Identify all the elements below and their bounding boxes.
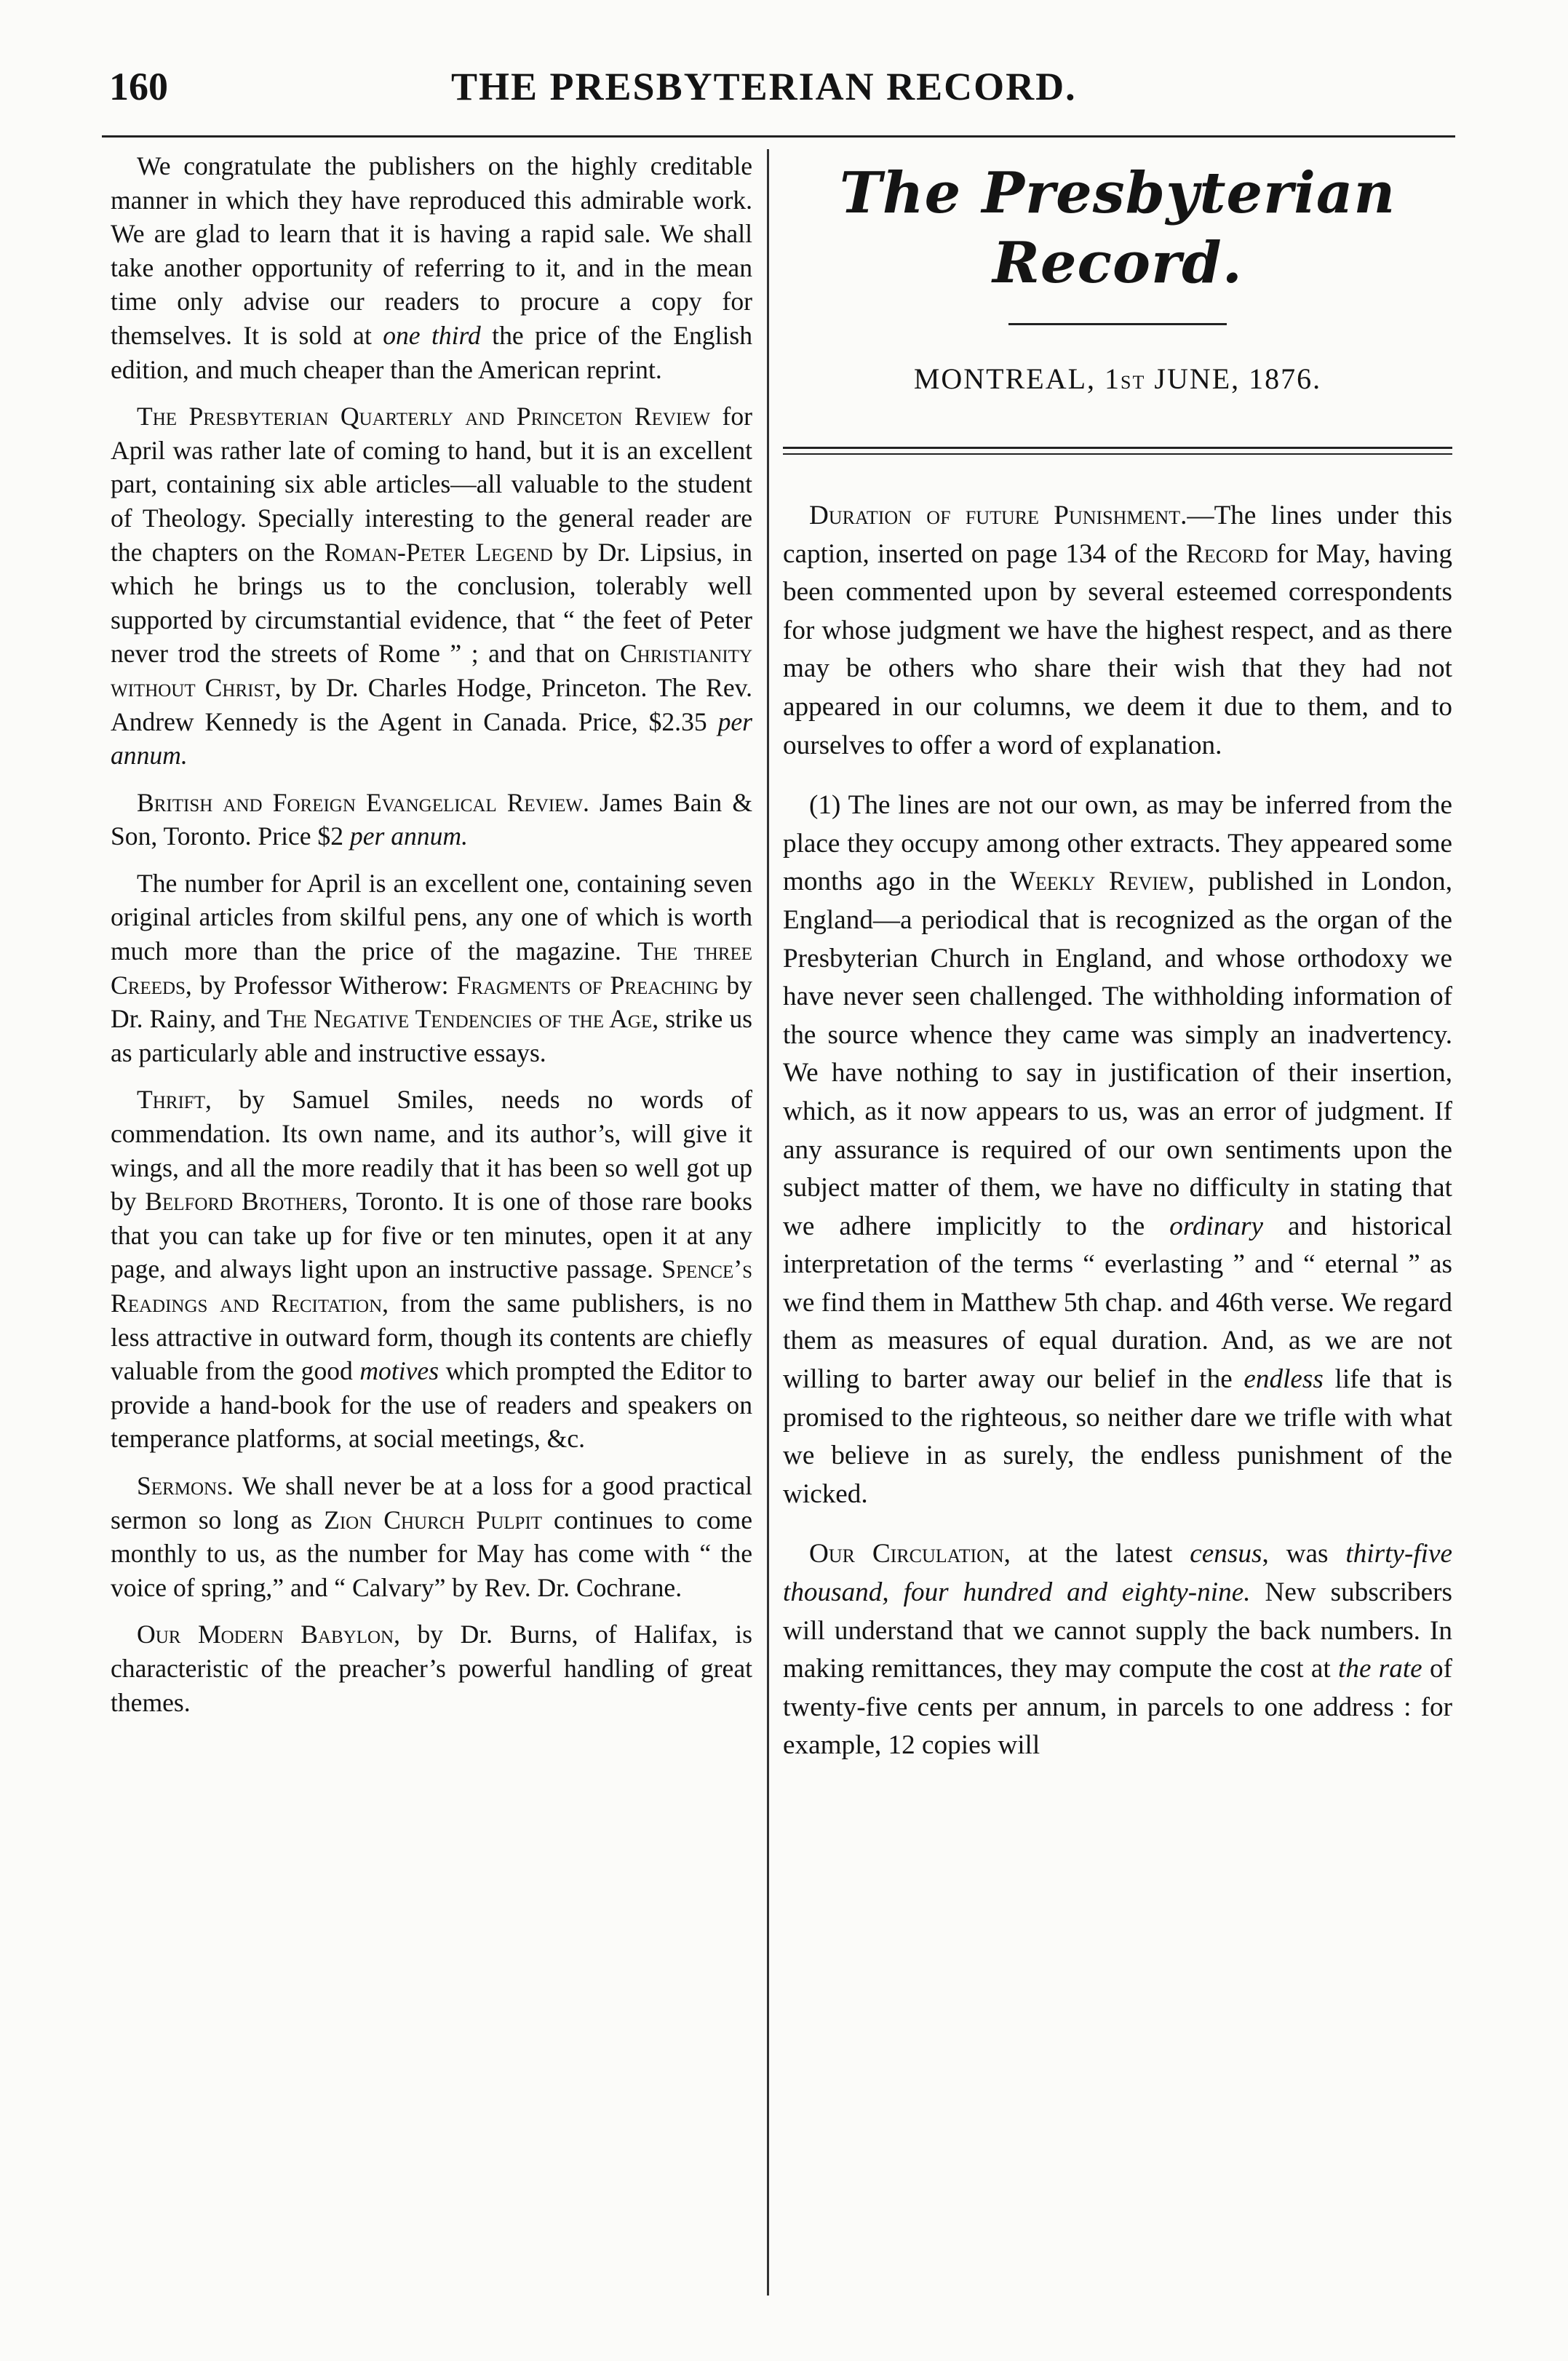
paragraph-thrift: Thrift, by Samuel Smiles, needs no words of commendation. Its own name, and its author’s, will give it wings, and all the more readily that it has been so well got up by Belford Brothers, Toronto. It is one of those rare books that you can take up for five or ten minutes, open it at any page, and always light upon an instructive passage. Spence’s Readings and Recitation, from the same publishers, is no less attractive in outward form, though its contents are chiefly valuable from the good motives which prompted the Editor to provide a hand-book for the use of readers and speakers on temperance platforms, at social meetings, &c.: [111, 1085, 752, 1454]
paragraph-circulation: Our Circulation, at the latest census, was thirty-five thousand, four hundred and eighty-nine. New subscribers will understand that we cannot supply the back numbers. In making remittances, they may compute the cost at the rate of twenty-five cents per annum, in parcels to one address : for example, 12 copies will: [783, 1539, 1453, 1761]
paragraph-explanation-1: (1) The lines are not our own, as may be inferred from the place they occupy among other extracts. They appeared some months ago in the Weekly Review, published in London, England—a periodical that is recognized as the organ of the Presbyterian Church in England, and whose orthodoxy we have never seen challenged. The withholding information of the source whence they came was simply an inadvertency. We have nothing to say in justification of their insertion, which, as it now appears to us, was an error of judgment. If any assurance is required of our own sentiments upon the subject matter of them, we have no difficulty in stating that we adhere implicitly to the ordinary and historical interpretation of the terms “ everlasting ” and “ eternal ” as we find them in Matthew 5th chap. and 46th verse. We regard them as measures of equal duration. And, as we are not willing to barter away our belief in the endless life that is promised to the righteous, so neither dare we trifle with what we believe in as surely, the endless punishment of the wicked.: [783, 790, 1452, 1509]
double-rule: [783, 447, 1452, 455]
dateline: MONTREAL, 1ST JUNE, 1876.: [913, 362, 1322, 395]
paragraph-evangelical-review: British and Foreign Evangelical Review. James Bain & Son, Toronto. Price $2 per annum.: [111, 787, 752, 851]
journal-title: THE PRESBYTERIAN RECORD.: [451, 65, 1077, 108]
masthead-rule: [1008, 323, 1227, 325]
paragraph-publishers: We congratulate the publishers on the highly creditable manner in which they have reproduced this admirable work. We are glad to learn that it is having a rapid sale. We shall take another opportunity of referring to it, and in the mean time only advise our readers to procure a copy for themselves. It is sold at one third the price of the English edition, and much cheaper than the American reprint.: [111, 151, 753, 384]
page-number: 160: [109, 65, 168, 108]
right-column: [783, 146, 1452, 1787]
masthead: The Presbyterian Record.: [839, 160, 1396, 296]
left-column: [111, 149, 752, 1732]
paragraph-future-punishment: Duration of future Punishment.—The lines under this caption, inserted on page 134 of the Record for May, having been commented upon by several esteemed correspondents for whose judgment we have the highest respect, and as there may be others who share their wish that they had not appeared in our columns, we deem it due to them, and to ourselves to offer a word of explanation.: [783, 501, 1453, 760]
paragraph-princeton-review: The Presbyterian Quarterly and Princeton Review for April was rather late of coming to hand, but it is an excellent part, containing six able articles—all valuable to the student of Theology. Specially interesting to the general reader are the chapters on the Roman-Peter Legend by Dr. Lipsius, in which he brings us to the conclusion, tolerably well supported by circumstantial evidence, that “ the feet of Peter never trod the streets of Rome ” ; and that on Christianity without Christ, by Dr. Charles Hodge, Princeton. The Rev. Andrew Kennedy is the Agent in Canada. Price, $2.35 per annum.: [111, 402, 752, 771]
running-head: [109, 64, 1462, 127]
paragraph-modern-babylon: Our Modern Babylon, by Dr. Burns, of Halifax, is characteristic of the preacher’s powerful handling of great themes.: [111, 1620, 752, 1717]
column-divider: [767, 149, 769, 2296]
paragraph-sermons: Sermons. We shall never be at a loss for a good practical sermon so long as Zion Church Pulpit continues to come monthly to us, as the number for May has come with “ the voice of spring,” and “ Calvary” by Rev. Dr. Cochrane.: [111, 1470, 753, 1602]
paragraph-april-number: The number for April is an excellent one, containing seven original articles from skilful pens, any one of which is worth much more than the price of the magazine. The three Creeds, by Professor Witherow: Fragments of Preaching by Dr. Rainy, and The Negative Tendencies of the Age, strike us as particularly able and instructive essays.: [111, 868, 752, 1067]
header-rule: [102, 135, 1455, 138]
